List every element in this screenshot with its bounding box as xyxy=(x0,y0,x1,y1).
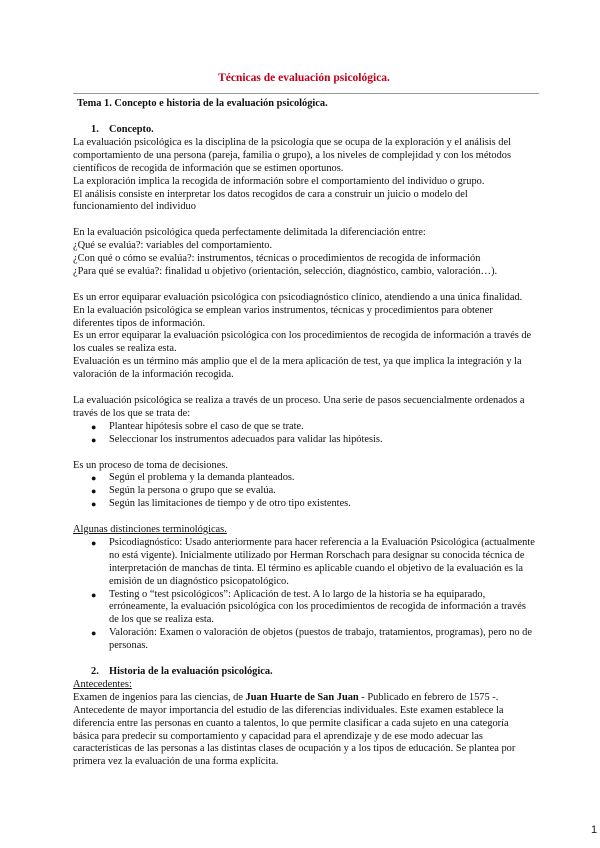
bullet-icon: ● xyxy=(91,486,97,497)
delimit-para: En la evaluación psicológica queda perfectamente delimitada la diferenciación entre: xyxy=(73,227,426,239)
list-item: ● Según las limitaciones de tiempo y de otro tipo existentes. xyxy=(91,498,351,510)
list-item: ● Valoración: Examen o valoración de objetos (puestos de trabajo, tratamientos, programas), pero no de personas. xyxy=(91,627,532,652)
error-para: Evaluación es un término más amplio que el de la mera aplicación de test, ya que implica la integración y la valoración de la información recogida. xyxy=(73,356,522,381)
bullet-icon: ● xyxy=(91,537,97,548)
section-2-title: Historia de la evaluación psicológica. xyxy=(109,665,273,677)
bullet-icon: ● xyxy=(91,434,97,445)
document-title: Técnicas de evaluación psicológica. xyxy=(218,72,390,84)
distinctions-list xyxy=(73,537,535,653)
delimit-para: ¿Qué se evalúa?: variables del comportamiento. xyxy=(73,240,273,252)
list-item: ● Según la persona o grupo que se evalúa. xyxy=(91,485,276,497)
author-name: Juan Huarte de San Juan xyxy=(245,691,359,703)
delimit-para: ¿Para qué se evalúa?: finalidad u objetivo (orientación, selección, diagnóstico, cambio, valoración…). xyxy=(73,265,498,277)
decisions-list xyxy=(73,472,535,511)
concept-para: El análisis consiste en interpretar los datos recogidos de cara a construir un juicio o modelo del funcionamiento del individuo xyxy=(73,188,468,213)
section-2-heading xyxy=(73,666,535,679)
bullet-icon: ● xyxy=(91,421,97,432)
list-item: ● Seleccionar los instrumentos adecuados para validar las hipótesis. xyxy=(91,433,383,445)
decisions-intro: Es un proceso de toma de decisiones. xyxy=(73,459,228,471)
section-1-title: Concepto. xyxy=(109,124,154,135)
distinctions-heading: Algunas distinciones terminológicas. xyxy=(73,524,227,536)
error-para: En la evaluación psicológica se emplean varios instrumentos, técnicas y procedimientos para obtener diferentes tipos de información. xyxy=(73,304,493,329)
concept-para: La exploración implica la recogida de información sobre el comportamiento del individuo o grupo. xyxy=(73,175,485,187)
section-2-number: 2. xyxy=(91,665,99,677)
error-para: Es un error equiparar evaluación psicológica con psicodiagnóstico clínico, atendiendo a una única finalidad. xyxy=(73,291,523,303)
list-item: ● Plantear hipótesis sobre el caso de que se trate. xyxy=(91,420,304,432)
list-item: ● Psicodiagnóstico: Usado anteriormente para hacer referencia a la Evaluación Psicológica (actualmente no está vigente). Inicialmente utilizado por Herman Rorschach para designar su conocida técnica de interpretación de manchas de tinta. El término es aplicable cuando el objetivo de la evaluación es la emisión de un diagnóstico psicopatológico. xyxy=(91,536,535,587)
list-item: ● Testing o “test psicológicos”: Aplicación de test. A lo largo de la historia se ha equiparado, erróneamente, la evaluación psicológica con los procedimientos de recogida de información a través de los que se realiza esta. xyxy=(91,588,526,626)
bullet-icon: ● xyxy=(91,628,97,639)
page-number: 1 xyxy=(591,824,598,836)
error-para: Es un error equiparar la evaluación psicológica con los procedimientos de recogida de información a través de los cuales se realiza esta. xyxy=(73,330,532,355)
bullet-icon: ● xyxy=(91,499,97,510)
process-list xyxy=(73,421,535,447)
bullet-icon: ● xyxy=(91,589,97,600)
examen-para: Examen de ingenios para las ciencias, de Juan Huarte de San Juan - Publicado en febrero de 1575 -. Antecedente de mayor importancia del estudio de las diferencias individuales. Este examen establece la diferencia entre las personas en cuanto a talentos, lo que permite clasificar a cada sujeto en una categoría básica para predecir su comportamiento y capacidad para el aprendizaje y de ese modo adecuar las características de las personas a las distintas clases de ocupación y a los tipos de educación. Se plantea por primera vez la evaluación de una forma explícita. xyxy=(73,691,516,768)
section-1-number: 1. xyxy=(91,124,99,135)
tema-heading: Tema 1. Concepto e historia de la evaluación psicológica. xyxy=(73,93,539,111)
process-intro: La evaluación psicológica se realiza a través de un proceso. Una serie de pasos secuencialmente ordenados a través de los que se trata de: xyxy=(73,394,525,419)
section-1-heading xyxy=(73,124,535,137)
antecedentes-heading: Antecedentes: xyxy=(73,678,132,690)
delimit-para: ¿Con qué o cómo se evalúa?: instrumentos, técnicas o procedimientos de recogida de información xyxy=(73,253,481,265)
bullet-icon: ● xyxy=(91,473,97,484)
list-item: ● Según el problema y la demanda planteados. xyxy=(91,472,295,484)
concept-para: La evaluación psicológica es la disciplina de la psicología que se ocupa de la exploración y el análisis del comportamiento de una persona (pareja, familia o grupo), a los niveles de complejidad y con los métodos científicos de recogida de información que se estimen oportunos. xyxy=(73,136,512,174)
document-body xyxy=(73,124,535,769)
